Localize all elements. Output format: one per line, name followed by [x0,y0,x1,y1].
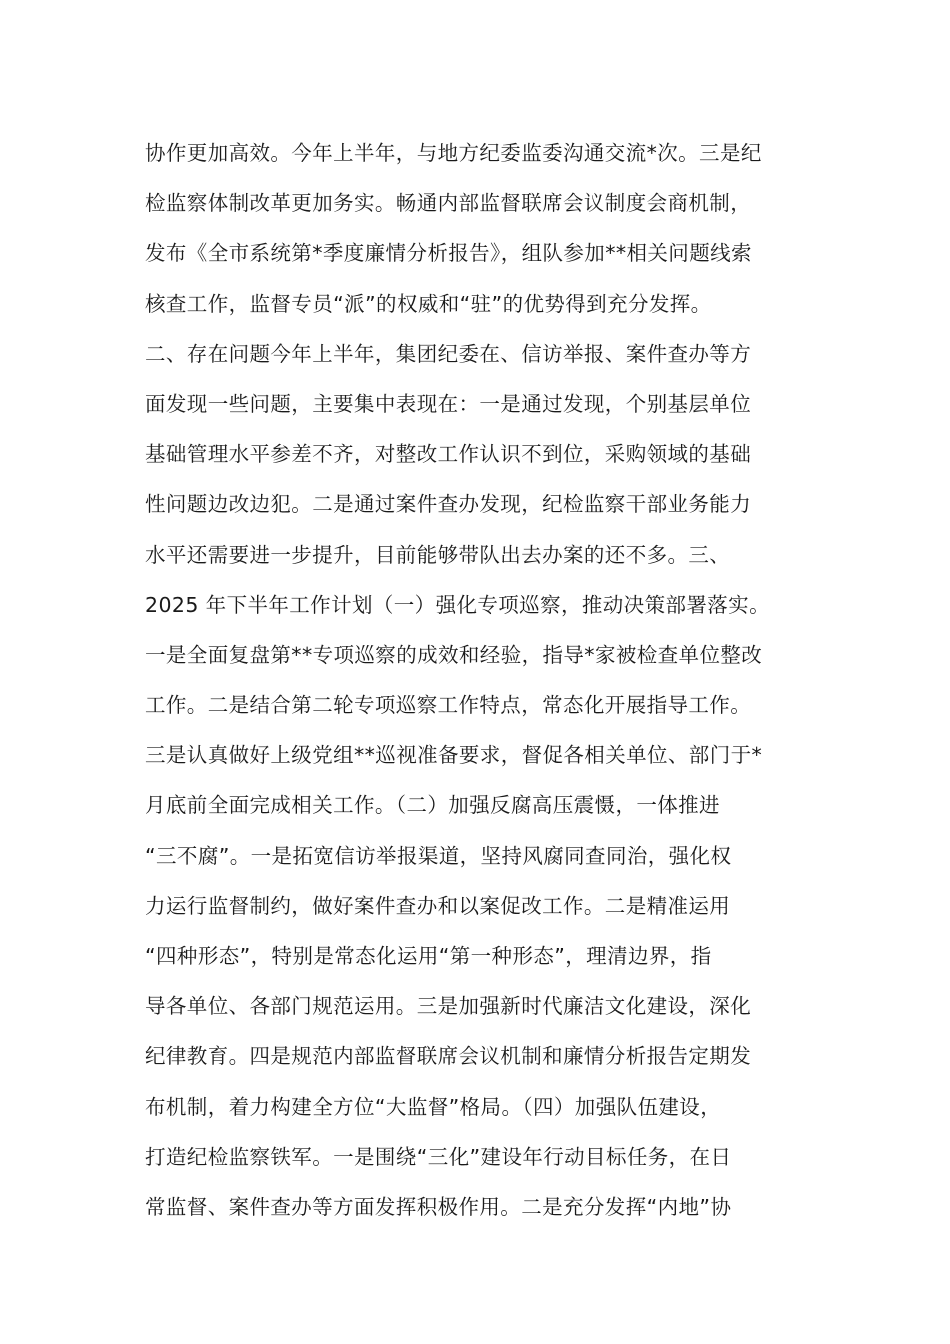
text-line: 三是认真做好上级党组**巡视准备要求，督促各相关单位、部门于* [145,743,763,768]
text-line: 工作。二是结合第二轮专项巡察工作特点，常态化开展指导工作。 [145,693,752,718]
text-line: “四种形态”，特别是常态化运用“第一种形态”，理清边界，指 [145,944,712,968]
text-line: 一是全面复盘第**专项巡察的成效和经验，指导*家被检查单位整改 [145,642,763,667]
text-line: 检监察体制改革更加务实。畅通内部监督联席会议制度会商机制， [145,191,752,216]
section-heading-line: 二、存在问题今年上半年，集团纪委在、信访举报、案件查办等方 [145,341,752,366]
text-line: 纪律教育。四是规范内部监督联席会议机制和廉情分析报告定期发 [145,1044,752,1069]
text-line: 打造纪检监察铁军。一是围绕“三化”建设年行动目标任务，在日 [145,1144,732,1169]
text-line: 布机制，着力构建全方位“大监督”格局。（四）加强队伍建设， [145,1094,722,1119]
text-line: 常监督、案件查办等方面发挥积极作用。二是充分发挥“内地”协 [145,1194,732,1219]
text-line: 面发现一些问题，主要集中表现在：一是通过发现，个别基层单位 [145,391,752,416]
text-line: “三不腐”。一是拓宽信访举报渠道，坚持风腐同查同治，强化权 [145,843,732,868]
text-line: 水平还需要进一步提升，目前能够带队出去办案的还不多。三、 [145,542,731,567]
body-text [145,128,825,1232]
text-line: 力运行监督制约，做好案件查办和以案促改工作。二是精准运用 [145,893,731,918]
text-line: 协作更加高效。今年上半年，与地方纪委监委沟通交流*次。三是纪 [145,141,762,165]
text-line: 性问题边改边犯。二是通过案件查办发现，纪检监察干部业务能力 [145,492,752,517]
section-heading-line: 2025 年下半年工作计划（一）强化专项巡察，推动决策部署落实。 [145,592,770,617]
text-line: 核查工作，监督专员“派”的权威和“驻”的优势得到充分发挥。 [145,291,712,316]
text-line: 基础管理水平参差不齐，对整改工作认识不到位，采购领域的基础 [145,442,752,467]
text-line: 月底前全面完成相关工作。（二）加强反腐高压震慑，一体推进 [145,793,720,818]
text-line: 导各单位、各部门规范运用。三是加强新时代廉洁文化建设，深化 [145,994,752,1019]
text-line: 发布《全市系统第*季度廉情分析报告》，组队参加**相关问题线索 [145,241,752,266]
